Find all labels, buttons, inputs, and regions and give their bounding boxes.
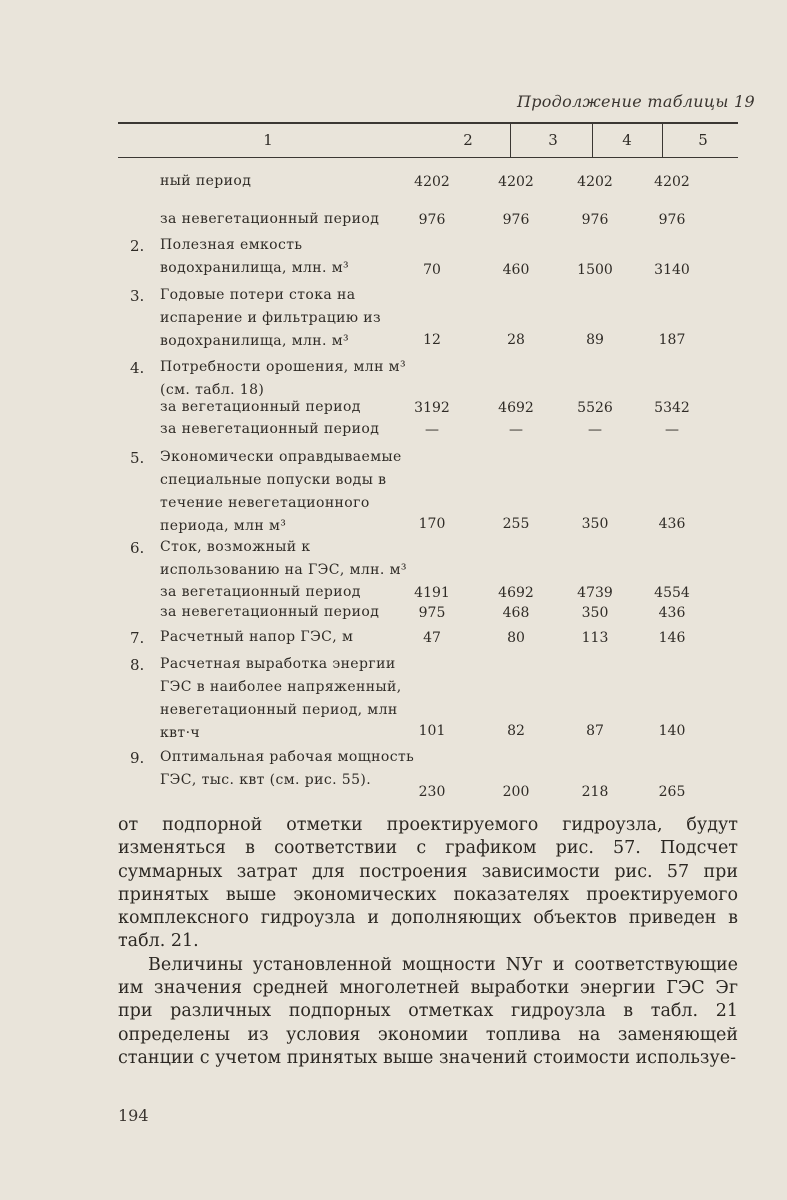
value-cell: 170 <box>418 516 446 532</box>
value-cell: 975 <box>418 605 446 621</box>
value-cell: 460 <box>502 262 530 278</box>
row-label: Полезная емкость водохранилища, млн. м³ <box>160 237 350 276</box>
column-divider <box>510 122 511 158</box>
value-cell: 976 <box>581 212 609 228</box>
row-label: Годовые потери стока на испарение и фильтрацию из водохранилища, млн. м³ <box>160 287 382 349</box>
value-cell: 28 <box>507 332 525 348</box>
value-cell: 4191 <box>414 585 450 601</box>
row-label: Оптимальная рабочая мощность ГЭС, тыс. квт (см. рис. 55). <box>160 749 415 788</box>
value-cell: 350 <box>581 516 609 532</box>
header-cell-1: 1 <box>263 131 273 149</box>
value-cell: 976 <box>658 212 686 228</box>
header-cell-3: 3 <box>548 131 558 149</box>
header-cell-2: 2 <box>463 131 473 149</box>
value-cell: 976 <box>502 212 530 228</box>
header-bottom-rule <box>118 157 738 158</box>
row-label: Сток, возможный к использованию на ГЭС, млн. м³ <box>160 539 407 578</box>
value-cell: 3140 <box>654 262 690 278</box>
row-number: 2. <box>130 237 145 255</box>
row-number: 7. <box>130 629 145 647</box>
value-cell: 4692 <box>498 400 534 416</box>
value-cell: 89 <box>586 332 604 348</box>
row-number: 3. <box>130 287 145 305</box>
value-cell: 976 <box>418 212 446 228</box>
row-label: Потребности орошения, млн м³ (см. табл. 18) <box>160 359 406 398</box>
value-cell: 4692 <box>498 585 534 601</box>
value-cell: 350 <box>581 605 609 621</box>
value-cell: 4202 <box>654 174 690 190</box>
body-text <box>118 814 738 1070</box>
value-cell: 70 <box>423 262 441 278</box>
row-number: 5. <box>130 449 145 467</box>
value-cell: 140 <box>658 723 686 739</box>
value-cell: 101 <box>418 723 446 739</box>
value-cell: — <box>425 422 439 438</box>
row-number: 6. <box>130 539 145 557</box>
value-cell: 87 <box>586 723 604 739</box>
value-cell: — <box>588 422 602 438</box>
row-label: Экономически оправдываемые специальные попуски воды в течение невегетационного периода, млн м³ <box>160 449 402 534</box>
value-cell: 5342 <box>654 400 690 416</box>
value-cell: 436 <box>658 605 686 621</box>
value-cell: — <box>665 422 679 438</box>
value-cell: 3192 <box>414 400 450 416</box>
value-cell: 80 <box>507 630 525 646</box>
value-cell: 4739 <box>577 585 613 601</box>
row-label: за невегетационный период <box>160 604 380 620</box>
header-cell-5: 5 <box>698 131 708 149</box>
value-cell: 47 <box>423 630 441 646</box>
value-cell: 265 <box>658 784 686 800</box>
value-cell: 4202 <box>498 174 534 190</box>
row-label: ный период <box>160 173 252 189</box>
row-label: Расчетная выработка энергии ГЭС в наиболее напряженный, невегетационный период, млн квт·ч <box>160 656 402 741</box>
row-label: за невегетационный период <box>160 211 380 227</box>
value-cell: — <box>509 422 523 438</box>
header-top-rule <box>118 122 738 124</box>
value-cell: 5526 <box>577 400 613 416</box>
row-label: за вегетационный период <box>160 399 361 415</box>
value-cell: 187 <box>658 332 686 348</box>
row-label: за вегетационный период <box>160 584 361 600</box>
value-cell: 200 <box>502 784 530 800</box>
value-cell: 4554 <box>654 585 690 601</box>
row-label: за невегетационный период <box>160 421 380 437</box>
page-number: 194 <box>118 1106 149 1125</box>
value-cell: 113 <box>581 630 609 646</box>
row-number: 8. <box>130 656 145 674</box>
row-label: Расчетный напор ГЭС, м <box>160 629 354 645</box>
value-cell: 255 <box>502 516 530 532</box>
paragraph: от подпорной отметки проектируемого гидроузла, будут изменяться в соответствии с графиком рис. 57. Подсчет суммарных затрат для построения зависимости рис. 57 при принятых выше экономических показателях проектируемого комплексного гидроузла и дополняющих объектов приведен в табл. 21. <box>118 815 738 952</box>
row-number: 4. <box>130 359 145 377</box>
value-cell: 218 <box>581 784 609 800</box>
column-divider <box>662 122 663 158</box>
value-cell: 230 <box>418 784 446 800</box>
value-cell: 4202 <box>577 174 613 190</box>
value-cell: 1500 <box>577 262 613 278</box>
value-cell: 4202 <box>414 174 450 190</box>
column-divider <box>592 122 593 158</box>
value-cell: 82 <box>507 723 525 739</box>
table-header <box>118 122 738 158</box>
table-caption: Продолжение таблицы 19 <box>516 92 755 111</box>
value-cell: 468 <box>502 605 530 621</box>
header-cell-4: 4 <box>622 131 632 149</box>
value-cell: 12 <box>423 332 441 348</box>
value-cell: 436 <box>658 516 686 532</box>
value-cell: 146 <box>658 630 686 646</box>
paragraph: Величины установленной мощности NУг и соответствующие им значения средней многолетней выработки энергии ГЭС Эг при различных подпорных отметках гидроузла в табл. 21 определены из условия экономии топлива на заменяющей станции с учетом принятых выше значений стоимости используе- <box>118 954 738 1068</box>
row-number: 9. <box>130 749 145 767</box>
